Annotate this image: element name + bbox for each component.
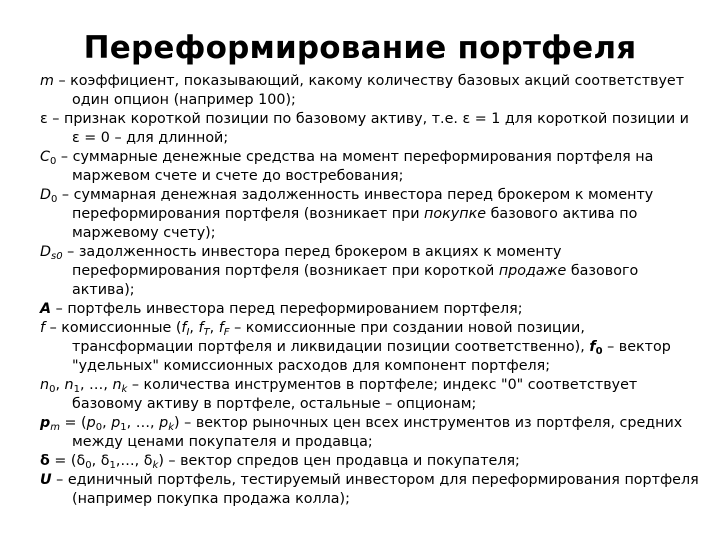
definition-text: продаже xyxy=(498,263,567,279)
definition-text: , xyxy=(209,320,219,336)
definition-text: f xyxy=(198,320,204,336)
definition-item xyxy=(40,300,700,319)
definition-text: , …, xyxy=(79,377,113,393)
definition-text: – единичный портфель, тестируемый инвестором для переформирования портфеля (например покупка продажа колла); xyxy=(51,472,699,507)
definition-text: T xyxy=(203,327,210,338)
definition-text: δ xyxy=(40,453,50,469)
definition-text: базового актива); xyxy=(72,263,639,298)
definition-item xyxy=(40,471,700,509)
definition-text: C xyxy=(40,149,50,165)
definition-text: – суммарная денежная задолженность инвестора перед брокером к моменту переформирования портфеля (возникает при xyxy=(57,187,654,222)
definition-text: = ( xyxy=(59,415,87,431)
definition-text: ) – вектор спредов цен продавца и покупателя; xyxy=(158,453,520,469)
definition-text: базового актива по маржевому счету); xyxy=(72,206,638,241)
definition-text: – вектор "удельных" комиссионных расходов для компонент портфеля; xyxy=(72,339,671,374)
definition-text: f xyxy=(181,320,187,336)
definition-text: s0 xyxy=(51,251,63,262)
definition-text: U xyxy=(40,472,52,488)
definition-text: = 0 – для длинной; xyxy=(79,130,229,146)
definition-text: 0 xyxy=(595,346,603,357)
definition-text: = 1 для короткой позиции и xyxy=(470,111,689,127)
definition-text: , xyxy=(55,377,65,393)
definitions-list xyxy=(40,72,700,509)
definition-item xyxy=(40,110,700,148)
definition-text: k xyxy=(168,422,174,433)
definition-text: , xyxy=(102,415,112,431)
definition-text: p xyxy=(40,415,51,431)
definition-text: = (δ xyxy=(49,453,86,469)
definition-item xyxy=(40,148,700,186)
slide-title: Переформирование портфеля xyxy=(83,30,637,66)
definition-text: – коэффициент, показывающий, какому количеству базовых акций соответствует один опцион (например 100); xyxy=(53,73,685,108)
definition-text: – суммарные денежные средства на момент переформирования портфеля на маржевом счете и счете до востребования; xyxy=(56,149,654,184)
definition-text: A xyxy=(40,301,52,317)
definition-text: ε xyxy=(72,130,80,146)
definition-text: покупке xyxy=(424,206,487,222)
definition-text: n xyxy=(40,377,50,393)
definition-text: – признак короткой позиции по базовому активу, т.е. xyxy=(47,111,463,127)
definition-text: ε xyxy=(40,111,48,127)
definition-text: ,…, δ xyxy=(115,453,153,469)
definition-text: D xyxy=(40,187,52,203)
definition-text: – задолженность инвестора перед брокером в акциях к моменту переформирования портфеля (возникает при короткой xyxy=(62,244,562,279)
definition-text: 0 xyxy=(51,194,58,205)
definition-text: D xyxy=(40,244,52,260)
definition-text: m xyxy=(40,73,54,89)
definition-item xyxy=(40,243,700,300)
definition-text: – комиссионные при создании новой позиции, трансформации портфеля и ликвидации позиции соответственно), xyxy=(72,320,590,355)
definition-text: n xyxy=(112,377,122,393)
definition-text: 1 xyxy=(120,422,127,433)
definition-text: – количества инструментов в портфеле; индекс "0" соответствует базовому активу в портфеле, остальные – опционам; xyxy=(72,377,638,412)
definition-text: m xyxy=(50,422,60,433)
definition-text: n xyxy=(64,377,74,393)
definition-text: f xyxy=(218,320,224,336)
definition-item xyxy=(40,376,700,414)
definition-text: p xyxy=(111,415,121,431)
definition-text: ) – вектор рыночных цен всех инструментов из портфеля, средних между ценами покупателя и продавца; xyxy=(72,415,683,450)
definition-text: 1 xyxy=(109,460,116,471)
definition-text: 0 xyxy=(85,460,92,471)
definition-text: 0 xyxy=(49,384,56,395)
definition-item xyxy=(40,414,700,452)
definition-item xyxy=(40,186,700,243)
definition-text: , xyxy=(189,320,199,336)
definition-text: F xyxy=(223,327,230,338)
definition-text: k xyxy=(121,384,128,395)
definition-text: – портфель инвестора перед переформированием портфеля; xyxy=(51,301,523,317)
definition-text: p xyxy=(159,415,169,431)
definition-text: 1 xyxy=(73,384,80,395)
definition-text: k xyxy=(152,460,159,471)
definition-item xyxy=(40,452,700,471)
definition-text: I xyxy=(186,327,190,338)
definition-text: ε xyxy=(462,111,471,127)
definition-text: , δ xyxy=(91,453,110,469)
definition-item xyxy=(40,72,700,110)
definition-text: f xyxy=(40,320,46,336)
definition-text: 0 xyxy=(95,422,103,433)
definition-text: , …, xyxy=(126,415,160,431)
definition-text: f xyxy=(589,339,596,355)
definition-text: 0 xyxy=(49,156,57,167)
definition-text: – комиссионные ( xyxy=(45,320,182,336)
definition-item xyxy=(40,319,700,376)
definition-text: p xyxy=(86,415,96,431)
